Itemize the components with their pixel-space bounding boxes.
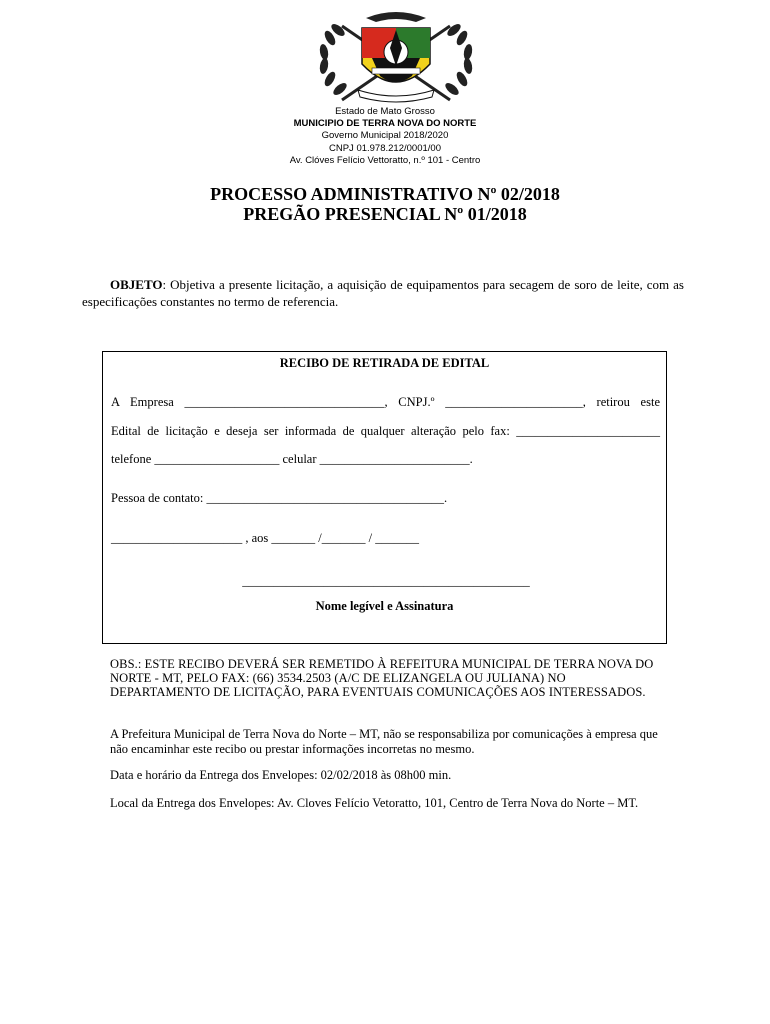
objeto-label: OBJETO [110, 277, 163, 292]
signature-line: ______________________________________________ [242, 574, 530, 588]
receipt-title: RECIBO DE RETIRADA DE EDITAL [279, 356, 490, 370]
header-address: Av. Clóves Felício Vettoratto, n.º 101 - Centro [289, 154, 481, 166]
receipt-fax-line: Edital de licitação e deseja ser informada de qualquer alteração pelo fax: _______________________ [111, 424, 660, 438]
header-government: Governo Municipal 2018/2020 [321, 130, 449, 142]
title-process: PROCESSO ADMINISTRATIVO Nº 02/2018 [210, 184, 560, 204]
delivery-date: Data e horário da Entrega dos Envelopes: 02/02/2018 às 08h00 min. [110, 768, 452, 782]
title-pregao: PREGÃO PRESENCIAL Nº 01/2018 [243, 204, 527, 224]
objeto-text: : Objetiva a presente licitação, a aquisição de equipamentos para secagem de soro de leite, com as especificações constantes no termo de referencia. [82, 277, 684, 309]
receipt-date-line: _____________________ , aos _______ /_______ / _______ [111, 531, 419, 545]
obs-notice: OBS.: ESTE RECIBO DEVERÁ SER REMETIDO À REFEITURA MUNICIPAL DE TERRA NOVA DO NORTE - MT, PELO FAX: (66) 3534.2503 (A/C DE ELIZANGELA OU JULIANA) NO DEPARTAMENTO DE LICITAÇÃO, PARA EVENTUAIS COMUNICAÇÕES AOS INTERESSADOS. [110, 657, 654, 699]
disclaimer-paragraph: A Prefeitura Municipal de Terra Nova do Norte – MT, não se responsabiliza por comunicações à empresa que não encaminhar este recibo ou prestar informações incorretas no mesmo. [110, 727, 658, 756]
header-municipality: MUNICIPIO DE TERRA NOVA DO NORTE [293, 118, 477, 130]
header-state: Estado de Mato Grosso [335, 106, 435, 117]
receipt-company-line: A Empresa ________________________________, CNPJ.º ______________________, retirou este [111, 395, 660, 409]
receipt-box [102, 351, 667, 644]
signature-label: Nome legível e Assinatura [315, 599, 454, 613]
objeto-paragraph [82, 276, 684, 310]
receipt-contact-line: Pessoa de contato: ______________________________________. [111, 491, 448, 505]
municipal-crest-logo [312, 8, 480, 106]
receipt-phone-line: telefone ____________________ celular ________________________. [111, 452, 473, 466]
delivery-place: Local da Entrega dos Envelopes: Av. Cloves Felício Vetoratto, 101, Centro de Terra Nova do Norte – MT. [110, 796, 639, 810]
header-cnpj: CNPJ 01.978.212/0001/00 [329, 142, 441, 154]
document-title [0, 184, 770, 224]
